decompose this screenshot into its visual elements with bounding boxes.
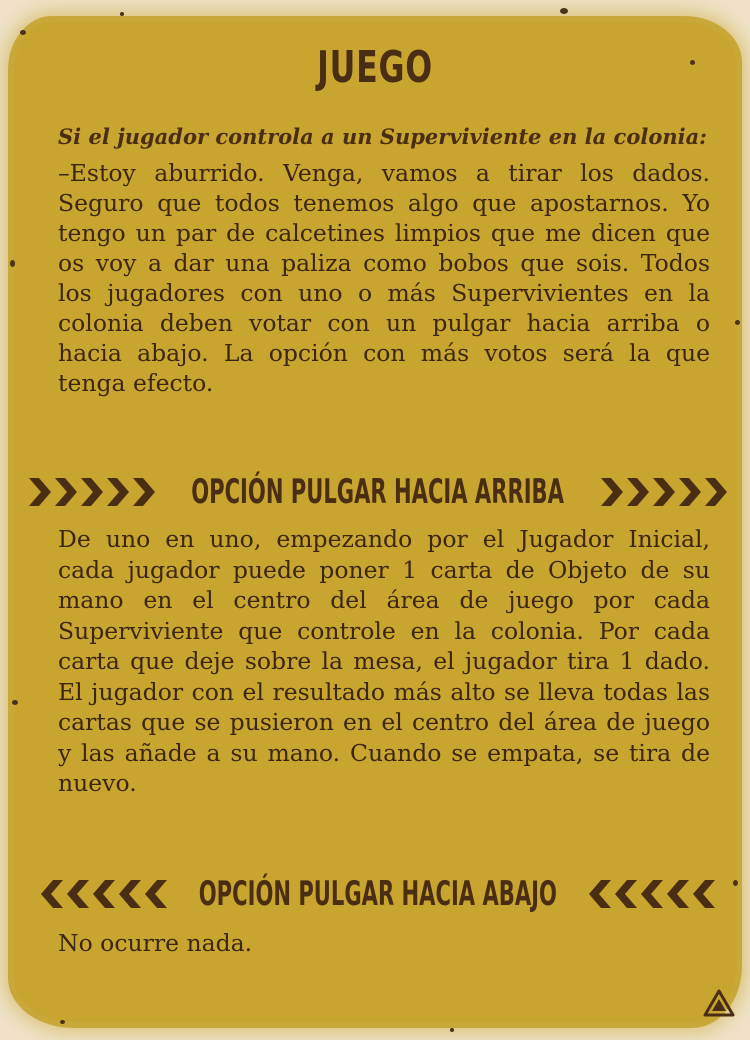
- left-chevron-icon: [119, 880, 141, 908]
- grunge-speck: [60, 1020, 65, 1024]
- right-chevron-icon: [653, 478, 675, 506]
- left-chevron-icon: [615, 880, 637, 908]
- option-down-text: No ocurre nada.: [58, 929, 253, 957]
- left-chevron-icon: [93, 880, 115, 908]
- grunge-speck: [735, 320, 740, 325]
- grunge-speck: [12, 700, 18, 705]
- right-arrows-left: [29, 478, 155, 506]
- grunge-speck: [733, 880, 738, 886]
- recycle-symbol-icon: [702, 988, 736, 1018]
- left-chevron-icon: [145, 880, 167, 908]
- left-chevron-icon: [67, 880, 89, 908]
- left-chevron-icon: [41, 880, 63, 908]
- left-arrows-left: [41, 880, 167, 908]
- grunge-speck: [120, 12, 124, 16]
- right-chevron-icon: [81, 478, 103, 506]
- option-down-header: [38, 870, 718, 918]
- right-chevron-icon: [107, 478, 129, 506]
- right-chevron-icon: [601, 478, 623, 506]
- card-title: JUEGO: [317, 42, 433, 93]
- right-chevron-icon: [29, 478, 51, 506]
- grunge-speck: [560, 8, 568, 14]
- right-chevron-icon: [55, 478, 77, 506]
- grunge-speck: [20, 30, 26, 35]
- grunge-speck: [10, 260, 15, 267]
- right-chevron-icon: [679, 478, 701, 506]
- option-up-header: [38, 468, 718, 516]
- grunge-speck: [690, 60, 695, 65]
- left-arrows-right: [589, 880, 715, 908]
- left-chevron-icon: [693, 880, 715, 908]
- left-chevron-icon: [667, 880, 689, 908]
- left-chevron-icon: [641, 880, 663, 908]
- flavor-and-rules-text: –Estoy aburrido. Venga, vamos a tirar los dados. Seguro que todos tenemos algo que apostarnos. Yo tengo un par de calcetines limpios que me dicen que os voy a dar una paliza como bobos que sois. Todos los jugadores con uno o más Supervivientes en la colonia deben votar con un pulgar hacia arriba o hacia abajo. La opción con más votos será la que tenga efecto.: [58, 159, 710, 397]
- right-chevron-icon: [133, 478, 155, 506]
- left-chevron-icon: [589, 880, 611, 908]
- right-arrows-right: [601, 478, 727, 506]
- grunge-speck: [450, 1028, 454, 1032]
- option-up-text: De uno en uno, empezando por el Jugador Inicial, cada jugador puede poner 1 carta de Objeto de su mano en el centro del área de juego por cada Superviviente que controle en la colonia. Por cada carta que deje sobre la mesa, el jugador tira 1 dado. El jugador con el resultado más alto se lleva todas las cartas que se pusieron en el centro del área de juego y las añade a su mano. Cuando se empata, se tira de nuevo.: [58, 525, 710, 797]
- intro-condition: Si el jugador controla a un Superviviente en la colonia:: [58, 124, 707, 149]
- right-chevron-icon: [627, 478, 649, 506]
- option-down-label: OPCIÓN PULGAR HACIA ABAJO: [198, 874, 558, 914]
- right-chevron-icon: [705, 478, 727, 506]
- option-up-label: OPCIÓN PULGAR HACIA ARRIBA: [191, 472, 565, 512]
